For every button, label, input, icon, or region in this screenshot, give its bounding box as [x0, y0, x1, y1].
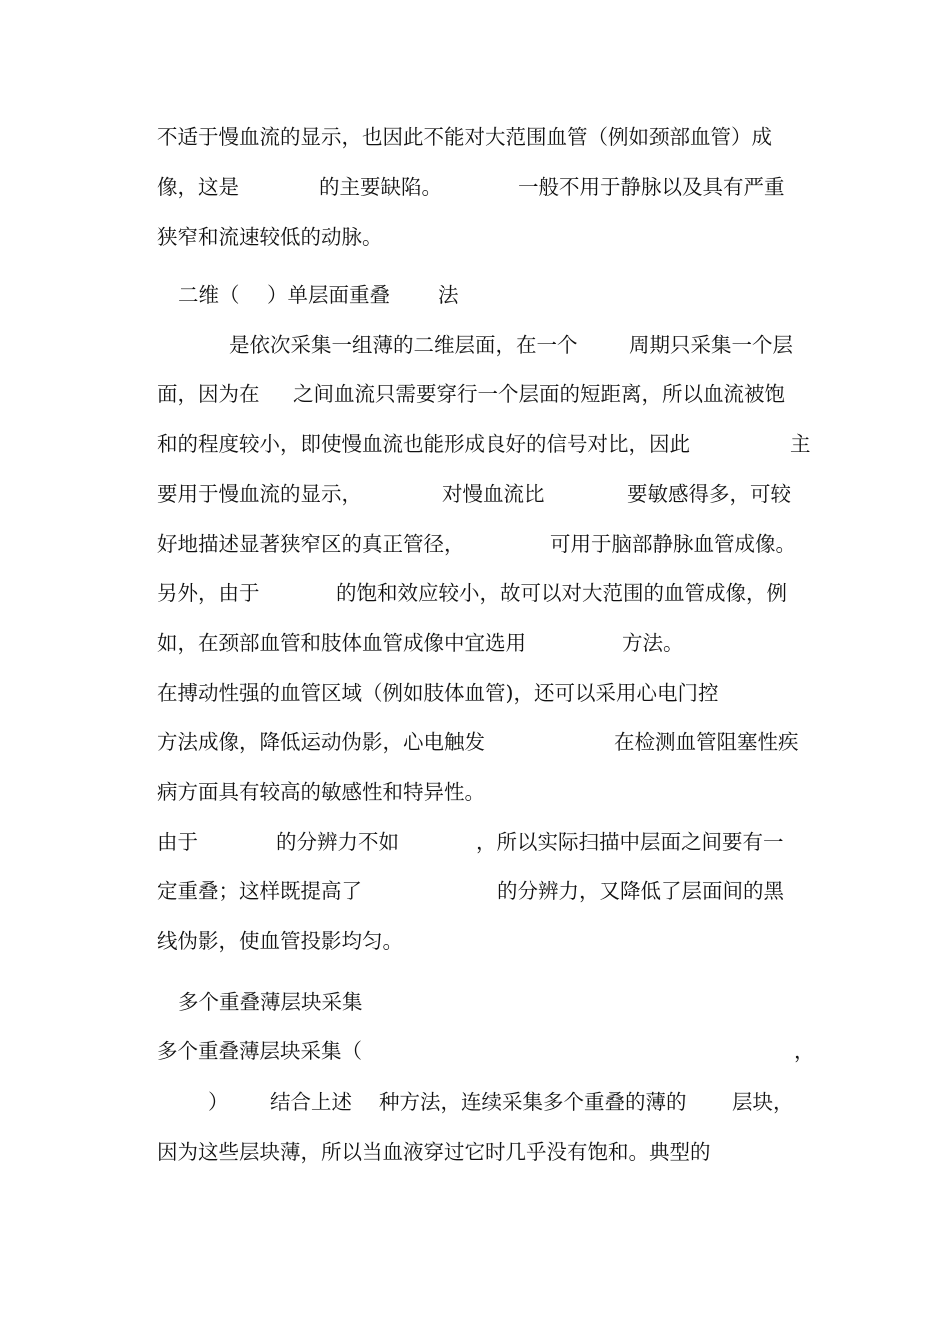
- text-segment: 因为这些层块薄，所以当血液穿过它时几乎没有饱和。典型的: [157, 1140, 711, 1164]
- text-segment: 的主要缺陷。: [319, 175, 442, 199]
- text-segment: 主: [790, 432, 811, 456]
- text-line: [0, 424, 950, 464]
- text-segment: ）: [208, 1090, 229, 1114]
- text-segment: 要敏感得多，可较: [627, 482, 791, 506]
- text-segment: 和的程度较小，即使慢血流也能形成良好的信号对比，因此: [157, 432, 690, 456]
- text-segment: 可用于脑部静脉血管成像。: [550, 532, 796, 556]
- text-line: [0, 325, 950, 365]
- text-segment: 之间血流只需要穿行一个层面的短距离，所以血流被饱: [293, 382, 785, 406]
- text-segment: 的分辨力，又降低了层面间的黑: [497, 879, 784, 903]
- text-segment: 另外，由于: [157, 581, 260, 605]
- text-line: [0, 772, 950, 812]
- text-segment: 像，这是: [157, 175, 239, 199]
- text-segment: 线伪影，使血管投影均匀。: [157, 929, 403, 953]
- section-heading: [0, 982, 950, 1022]
- text-segment: 方法。: [622, 631, 684, 655]
- text-segment: 面，因为在: [157, 382, 260, 406]
- text-line: [0, 474, 950, 514]
- text-line: [0, 524, 950, 564]
- text-segment: 的分辨力不如: [276, 830, 399, 854]
- text-line: [0, 573, 950, 613]
- text-segment: 层块，: [732, 1090, 794, 1114]
- text-segment: ）单层面重叠: [267, 283, 390, 307]
- text-line: [0, 623, 950, 663]
- text-segment: 定重叠；这样既提高了: [157, 879, 362, 903]
- text-line: [0, 217, 950, 257]
- text-segment: 狭窄和流速较低的动脉。: [157, 225, 383, 249]
- text-segment: 如，在颈部血管和肢体血管成像中宜选用: [157, 631, 526, 655]
- text-segment: 不适于慢血流的显示，也因此不能对大范围血管（例如颈部血管）成: [157, 125, 772, 149]
- text-segment: 一般不用于静脉以及具有严重: [518, 175, 785, 199]
- text-line: [0, 117, 950, 157]
- text-line: [0, 822, 950, 862]
- text-line: [0, 1031, 950, 1071]
- text-segment: 在搏动性强的血管区域（例如肢体血管)，还可以采用心电门控: [157, 681, 719, 705]
- text-segment: 方法成像，降低运动伪影，心电触发: [157, 730, 485, 754]
- text-segment: 二维（: [178, 283, 240, 307]
- text-segment: 在检测血管阻塞性疾: [614, 730, 799, 754]
- text-segment: 由于: [157, 830, 198, 854]
- text-segment: 结合上述: [270, 1090, 352, 1114]
- text-line: [0, 871, 950, 911]
- text-segment: 是依次采集一组薄的二维层面，在一个: [229, 333, 578, 357]
- text-segment: 对慢血流比: [442, 482, 545, 506]
- text-segment: 种方法，连续采集多个重叠的薄的: [379, 1090, 687, 1114]
- text-line: [0, 1132, 950, 1172]
- text-segment: 法: [438, 283, 459, 307]
- text-line: [0, 921, 950, 961]
- text-segment: 多个重叠薄层块采集（: [157, 1039, 362, 1063]
- section-heading: [0, 275, 950, 315]
- text-line: [0, 1082, 950, 1122]
- text-line: [0, 374, 950, 414]
- text-segment: 周期只采集一个层: [629, 333, 793, 357]
- text-line: [0, 673, 950, 713]
- text-segment: ，所以实际扫描中层面之间要有一: [476, 830, 784, 854]
- text-segment: 好地描述显著狭窄区的真正管径，: [157, 532, 465, 556]
- text-segment: 多个重叠薄层块采集: [178, 990, 363, 1014]
- text-segment: 的饱和效应较小，故可以对大范围的血管成像，例: [336, 581, 787, 605]
- text-line: [0, 167, 950, 207]
- text-line: [0, 722, 950, 762]
- text-segment: ，: [794, 1039, 815, 1063]
- text-segment: 病方面具有较高的敏感性和特异性。: [157, 780, 485, 804]
- text-segment: 要用于慢血流的显示，: [157, 482, 362, 506]
